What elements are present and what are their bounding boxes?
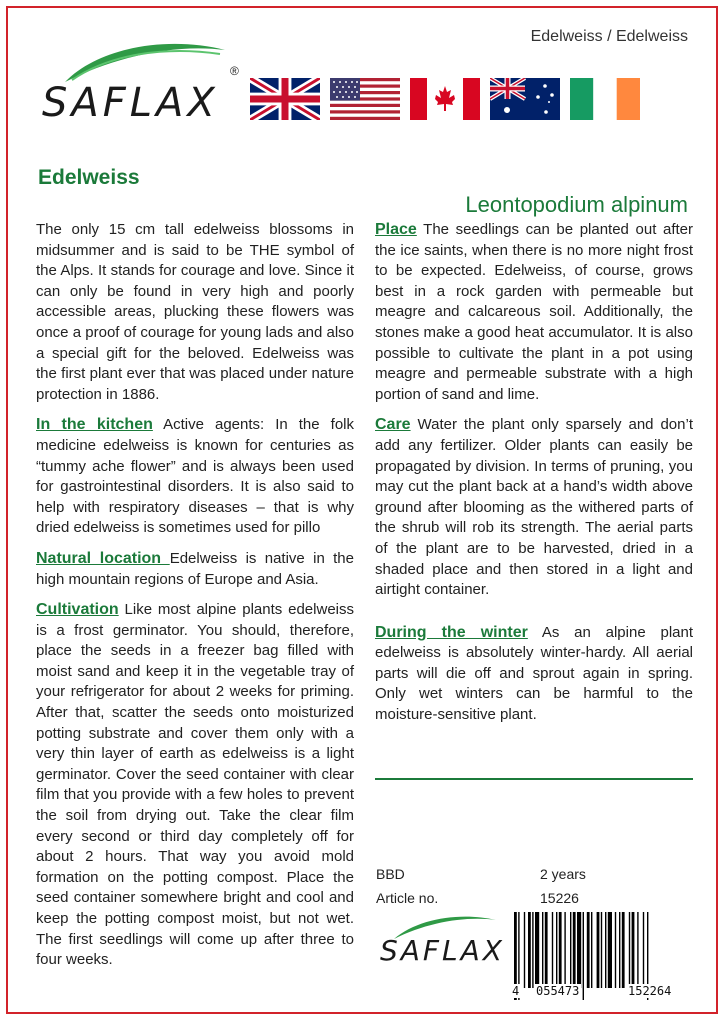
right-column: [375, 220, 693, 736]
bbd-label: BBD: [376, 866, 405, 882]
place-section: Place The seedlings can be planted out after the ice saints, when there is no more night frost to be expected. Edelweiss, of course, grows best in a rock garden with permeable but meagre and calcareous soil. Additionally, the stones make a good heat accumulator. It is also possible to cultivate the plant in a pot using meagre and permeable substrate with a high portion of sand and lime.: [375, 221, 693, 403]
seed-packet-back: [6, 6, 718, 1014]
barcode-bar: [532, 912, 533, 988]
barcode-bar: [643, 912, 644, 988]
barcode-bar: [632, 912, 635, 988]
barcode-bar: [535, 912, 539, 988]
logo-wordmark: SAFLAX: [380, 934, 505, 967]
registered-mark: ®: [230, 64, 239, 78]
barcode-bar: [545, 912, 548, 988]
barcode-first-digit: 4: [512, 984, 520, 998]
barcode-bar: [570, 912, 571, 988]
cultivation-section: Cultivation Like most alpine plants edelweiss is a frost germinator. You should, therefore, place the seeds in a freezer bag filled with moist sand and keep it in the vegetable tray of your refrigerator for about 2 weeks for priming. After that, scatter the seeds onto moisturized potting substrate and cover them only with a very thin layer of earth as edelweiss is a light germinator. Cover the seed container with clear film that you provide with a few holes to prevent the soil from drying out. Take the clear film every second or third day completely off for about 2 hours. That way you avoid mold formation on the potting compost. Place the seed container somewhere bright and cool and keep the potting compost moist, but not wet. The first seedlings will come up after three to four weeks.: [36, 601, 354, 969]
barcode-bar: [556, 912, 557, 988]
article-label: Article no.: [376, 890, 439, 906]
location-section: Natural location Edelweiss is native in the high mountain regions of Europe and Asia.: [36, 549, 354, 588]
intro-paragraph: The only 15 cm tall edelweiss blossoms in midsummer and is said to be THE symbol of the Alps. It stands for courage and love. Since it can only be found in very high and poorly accessible areas, plucking these flowers was once a proof of courage for young lads and also a special gift for the beloved. Edelweiss was the first plant ever that was placed under nature protection in 1886.: [36, 221, 354, 403]
barcode-bar: [591, 912, 592, 988]
section-heading: Care: [375, 416, 411, 434]
barcode-bar: [619, 912, 620, 988]
barcode-bar: [583, 912, 584, 1000]
flag-row: [250, 78, 640, 120]
barcode-bar: [629, 912, 630, 988]
section-heading: During the winter: [375, 623, 528, 641]
article-value: 15226: [540, 890, 579, 906]
us-flag-icon: [330, 78, 400, 120]
barcode-bar: [552, 912, 553, 988]
barcode-bar: [615, 912, 616, 988]
uk-flag-icon: [250, 78, 320, 120]
barcode-bar: [601, 912, 602, 988]
latin-name: Leontopodium alpinum: [465, 192, 688, 217]
ireland-flag-icon: [570, 78, 640, 120]
kitchen-section: In the kitchen Active agents: In the folk medicine edelweiss is known for centuries as “tummy ache flower” and is always been used for gastrointestinal disorders. It is also said to help with respiratory diseases – that is why dried edelweiss is sometimes used for pillo: [36, 416, 355, 537]
barcode-bar: [524, 912, 525, 988]
barcode-bar: [622, 912, 625, 988]
winter-section: During the winter As an alpine plant edelweiss is absolutely winter-hardy. All aerial parts will die off and sprout again in spring. Only wet winters can be harmful to the moisture-sensitive plant.: [375, 623, 693, 724]
barcode-bar: [564, 912, 565, 988]
care-section: Care Water the plant only sparsely and don’t add any fertilizer. Older plants can easily be propagated by division. In terms of pruning, you may cut the plant back at a hand’s width above ground after blooming as the withered parts of the shrub will rob its strength. The aerial parts of the plant are to be harvested, dried in a shaded place and then stored in a light and airtight container.: [375, 416, 693, 599]
barcode-bar: [637, 912, 638, 988]
bbd-value: 2 years: [540, 866, 586, 882]
saflax-logo: [40, 36, 240, 126]
australia-flag-icon: [490, 78, 560, 120]
product-title: Edelweiss: [38, 166, 140, 189]
leaf-swoosh-icon: [60, 36, 230, 86]
section-heading: Natural location: [36, 549, 170, 567]
logo-wordmark: SAFLAX: [42, 80, 219, 126]
barcode-bar: [608, 912, 612, 988]
section-heading: Cultivation: [36, 601, 119, 619]
divider: [375, 778, 693, 780]
left-column: [36, 220, 354, 981]
canada-flag-icon: [410, 78, 480, 120]
saflax-logo-small: [376, 908, 516, 978]
barcode-bar: [559, 912, 562, 988]
section-heading: Place: [375, 221, 417, 238]
section-heading: In the kitchen: [36, 416, 153, 434]
barcode-bar: [577, 912, 581, 988]
barcode-bar: [573, 912, 576, 988]
barcode-bar: [597, 912, 600, 988]
barcode-bar: [542, 912, 543, 988]
barcode-right-digits: 152264: [628, 984, 672, 998]
barcode-bar: [587, 912, 590, 988]
barcode-bar: [605, 912, 606, 988]
header-title: Edelweiss / Edelweiss: [530, 28, 688, 45]
barcode-bar: [528, 912, 531, 988]
barcode-left-digits: 055473: [536, 984, 580, 998]
